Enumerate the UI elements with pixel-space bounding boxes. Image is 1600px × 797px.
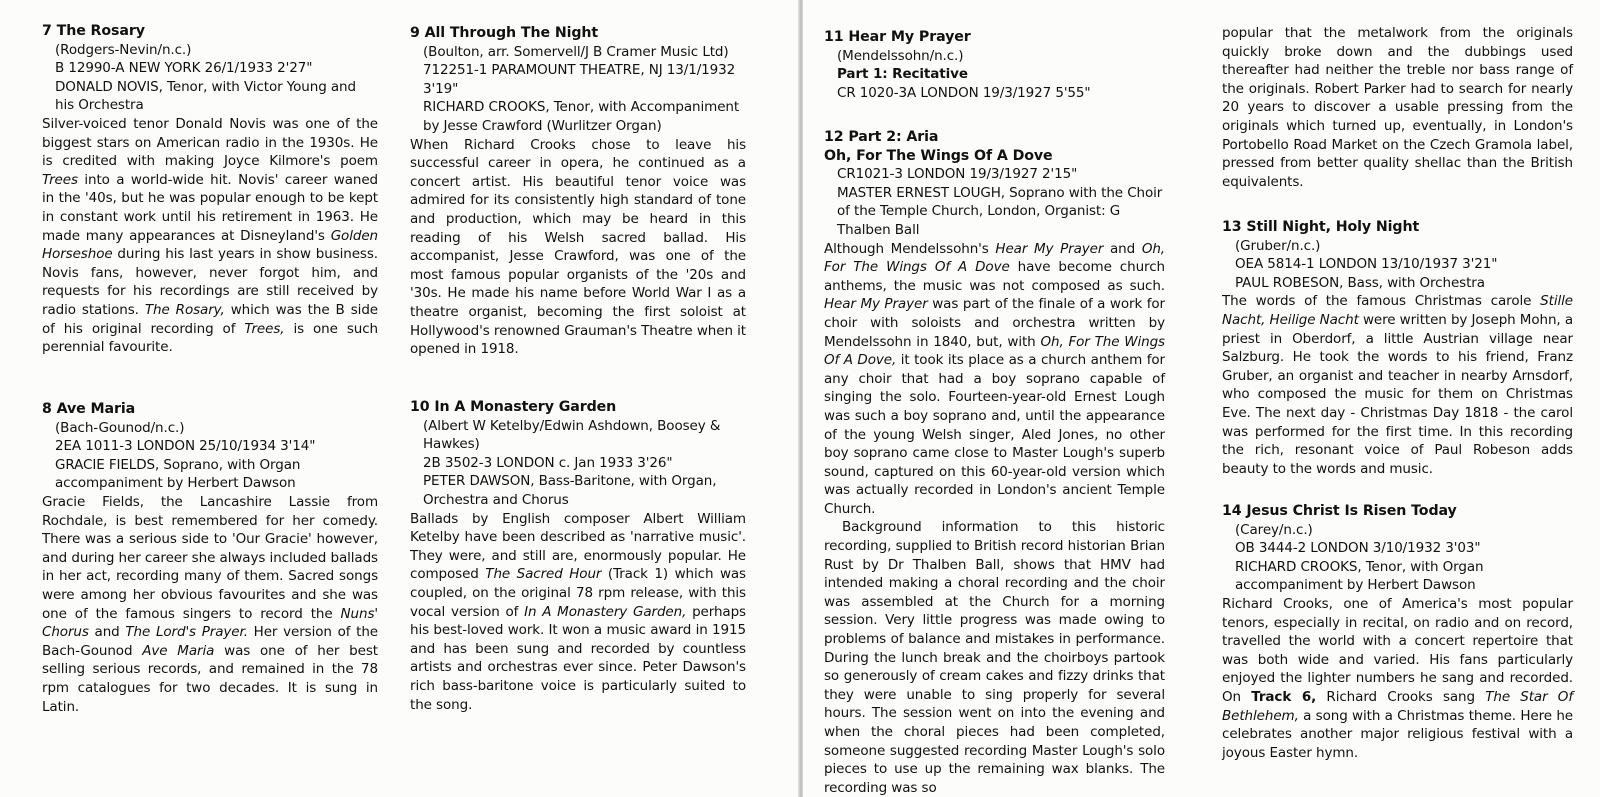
track-composer: (Albert W Ketelby/Edwin Ashdown, Boosey & Hawkes) (423, 417, 721, 453)
track-composer: (Gruber/n.c.) (1235, 237, 1321, 254)
track-title: 12 Part 2: Aria (824, 129, 939, 145)
track-subtitle: Oh, For The Wings Of A Dove (824, 147, 1053, 164)
track-composer: (Carey/n.c.) (1235, 521, 1313, 538)
track-performer: DONALD NOVIS, Tenor, with Victor Young and his Orchestra (55, 78, 356, 114)
track-performer: PAUL ROBESON, Bass, with Orchestra (1235, 274, 1485, 291)
track-12 (824, 128, 1165, 797)
track-notes: When Richard Crooks chose to leave his successful career in opera, he continued as a concert artist. His beautiful tenor voice was admired for its consistently high standard of tone and production, which may be heard in this reading of his Welsh sacred ballad. His accompanist, Jesse Crawford, was one of the most famous popular organists of the '20s and '30s. He made his name before World War I as a theatre organist, becoming the first soloist at Hollywood's renowned Grauman's Theatre when it opened in 1918. (410, 136, 746, 358)
track-8 (42, 400, 378, 716)
track-title: 11 Hear My Prayer (824, 29, 971, 45)
track-composer: (Rodgers-Nevin/n.c.) (55, 41, 192, 58)
track-performer: RICHARD CROOKS, Tenor, with Organ accompaniment by Herbert Dawson (1235, 558, 1484, 594)
track-composer: (Mendelssohn/n.c.) (837, 47, 964, 64)
track-13 (1222, 218, 1573, 478)
track-10 (410, 398, 746, 714)
track-notes: The words of the famous Christmas carole Stille Nacht, Heilige Nacht were written by Joseph Mohn, a priest in Oberdorf, a little Austrian village near Salzburg. He took the words to his friend, Franz Gruber, an organist and teacher in nearby Arnsdorf, who composed the music for them on Christmas Eve. The next day - Christmas Day 1818 - the carol was performed for the first time. In this recording the rich, resonant voice of Paul Robeson adds beauty to the words and music. (1222, 293, 1573, 477)
track-notes: Although Mendelssohn's Hear My Prayer and Oh, For The Wings Of A Dove have become church anthems, the music was not composed as such. Hear My Prayer was part of the finale of a work for choir with soloists and orchestra written by Mendelssohn in 1840, but, with Oh, For The Wings Of A Dove, it took its place as a church anthem for any choir that had a boy soprano capable of singing the solo. Fourteen-year-old Ernest Lough was such a boy soprano and, until the appearance of the young Welsh singer, Aled Jones, no other boy soprano came close to Master Lough's superb sound, captured on this 60-year-old version which was actually recorded in London's ancient Temple Church. Background information to this historic recording, supplied to British record historian Brian Rust by Dr Thalben Ball, shows that HMV had intended making a choral recording and the choir was assembled at the Church for a morning session. Very little progress was made owing to problems of balance and mistakes in performance. During the lunch break and the choirboys partook so generously of cream cakes and fizzy drinks that they were unable to sing properly for several hours. The session went on into the evening and when the choral pieces had been completed, someone suggested recording Master Lough's solo pieces to use up the remaining wax blanks. The recording was so (824, 240, 1166, 796)
track-part: Part 1: Recitative (837, 66, 968, 83)
track-recording: 2EA 1011-3 LONDON 25/10/1934 3'14" (55, 438, 316, 455)
track-notes: popular that the metalwork from the originals quickly broke down and the dubbings used thereafter had neither the treble nor bass range of the originals. Robert Parker had to search for nearly 20 years to discover a usable pressing from the originals which turned up, eventually, in London's Portobello Road Market on the Czech Gramola label, pressed from better quality shellac than the British equivalents. (1222, 25, 1573, 190)
track-performer: GRACIE FIELDS, Soprano, with Organ accompaniment by Herbert Dawson (55, 456, 301, 492)
track-7 (42, 22, 378, 357)
track-notes: Ballads by English composer Albert William Ketelby have been described as 'narrative music'. They were, and still are, enormously popular. He composed The Sacred Hour (Track 1) which was coupled, on the original 78 rpm release, with this vocal version of In A Monastery Garden, perhaps his best-loved work. It won a music award in 1915 and has been sung and recorded by countless artists and orchestras ever since. Peter Dawson's rich bass-baritone voice is particularly suited to the song. (410, 510, 746, 713)
track-composer: (Boulton, arr. Somervell/J B Cramer Music Ltd) (423, 43, 729, 60)
track-11 (824, 28, 1165, 102)
track-performer: PETER DAWSON, Bass-Baritone, with Organ, Orchestra and Chorus (423, 473, 717, 508)
track-title: 14 Jesus Christ Is Risen Today (1222, 503, 1457, 519)
track-title: 7 The Rosary (42, 23, 145, 39)
track-recording: CR1021-3 LONDON 19/3/1927 2'15" (837, 166, 1078, 183)
track-9 (410, 24, 746, 359)
track-title: 10 In A Monastery Garden (410, 399, 617, 415)
track-notes: Gracie Fields, the Lancashire Lassie from Rochdale, is best remembered for her comedy. There was a serious side to 'Our Gracie' however, and during her career she always included ballads in her act, recording many of them. Sacred songs were among her obvious favourites and she was one of the famous singers to record the Nuns' Chorus and The Lord's Prayer. Her version of the Bach-Gounod Ave Maria was one of her best selling serious records, and remained in the 78 rpm catalogues for two decades. It is sung in Latin. (42, 493, 379, 715)
track-notes: Silver-voiced tenor Donald Novis was one of the biggest stars on American radio in the 1930s. He is credited with making Joyce Kilmore's poem Trees into a world-wide hit. Novis' career waned in the '40s, but he was popular enough to be kept in constant work until his retirement in 1963. He made many appearances at Disneyland's Golden Horseshoe during his last years in show business. Novis fans, however, never forgot him, and requests for his recordings are still received by radio stations. The Rosary, which was the B side of his original recording of Trees, is one such perennial favourite. (42, 115, 379, 356)
right-page (803, 0, 1600, 797)
track-title: 9 All Through The Night (410, 25, 599, 41)
track-performer: MASTER ERNEST LOUGH, Soprano with the Choir of the Temple Church, London, Organist: G Thalben Ball (837, 184, 1163, 238)
track-recording: B 12990-A NEW YORK 26/1/1933 2'27" (55, 60, 313, 77)
track-title: 8 Ave Maria (42, 401, 136, 417)
track-performer: RICHARD CROOKS, Tenor, with Accompaniment by Jesse Crawford (Wurlitzer Organ) (423, 99, 740, 134)
track-recording: OB 3444-2 LONDON 3/10/1932 3'03" (1235, 540, 1481, 557)
track-14 (1222, 502, 1573, 762)
track-12-continued (1222, 24, 1573, 191)
track-recording: 712251-1 PARAMOUNT THEATRE, NJ 13/1/1932 3'19" (423, 62, 736, 97)
track-recording: 2B 3502-3 LONDON c. Jan 1933 3'26" (423, 454, 673, 471)
track-recording: OEA 5814-1 LONDON 13/10/1937 3'21" (1235, 256, 1498, 273)
track-recording: CR 1020-3A LONDON 19/3/1927 5'55" (837, 84, 1091, 101)
track-title: 13 Still Night, Holy Night (1222, 219, 1420, 235)
track-composer: (Bach-Gounod/n.c.) (55, 419, 185, 436)
track-notes: Richard Crooks, one of America's most popular tenors, especially in recital, on radio and on record, travelled the world with a concert repertoire that was both wide and varied. His fans particularly enjoyed the lighter numbers he sang and recorded. On Track 6, Richard Crooks sang The Star Of Bethlehem, a song with a Christmas theme. Here he celebrates another major religious festival with a joyous Easter hymn. (1222, 595, 1573, 761)
